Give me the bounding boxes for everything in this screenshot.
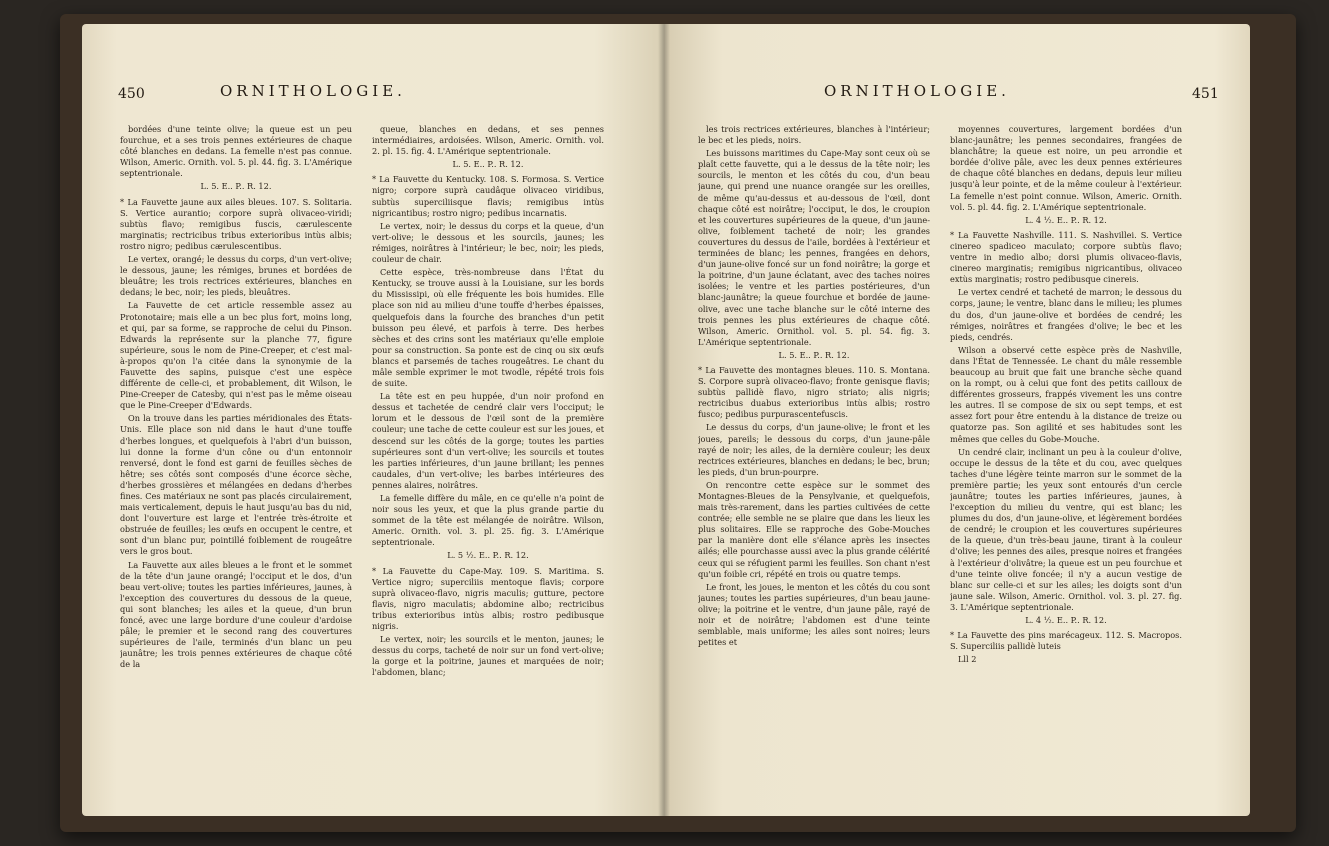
text-paragraph: Lll 2 bbox=[958, 654, 977, 665]
text-paragraph: L. 4 ½. E.. P.. R. 12. bbox=[1025, 615, 1107, 626]
running-head-left: ORNITHOLOGIE. bbox=[220, 82, 406, 100]
text-paragraph: La tête est en peu huppée, d'un noir profond en dessus et tachetée de cendré clair vers l'occiput; le lorum et le dessous de l'œil sont de la première couleur; une tache de cette couleur est sur les joues, et descend sur les côtés de la gorge; toutes les parties supérieures sont d'un vert-olive; les sourcils et toutes les parties inférieures, d'un jaune brillant; les pennes caudales, d'un vert-olive; les barbes intérieures des pennes alaires, noirâtres. bbox=[372, 391, 604, 490]
text-paragraph: L. 5. E.. P.. R. 12. bbox=[778, 349, 850, 360]
text-paragraph: * La Fauvette jaune aux ailes bleues. 107. S. Solitaria. S. Vertice aurantio; corpore suprà olivaceo-viridi; subtùs flavo; remigibus fuscis, cærulescente marginatis; rectricibus tribus exterioribus intùs albis; rostro nigro; pedibus cærulescentibus. bbox=[120, 196, 352, 251]
text-paragraph: * La Fauvette des montagnes bleues. 110. S. Montana. S. Corpore suprà olivaceo-flavo; fronte genisque flavis; subtùs pallidè flavo, nigro striato; alis nigris; rectricibus duabus exterioribus intùs albis; rostro fusco; pedibus purpurascentefuscis. bbox=[698, 364, 930, 420]
text-paragraph: On rencontre cette espèce sur le sommet des Montagnes-Bleues de la Pensylvanie, et quelquefois, mais très-rarement, dans les parties cultivées de cette contrée; elle semble ne se plaire que dans les lieux les plus solitaires. Elle se rapproche des Gobe-Mouches par la manière dont elle s'élance après les insectes ailés; elle pourchasse aussi avec la plus grande célérité ceux qui se réfugient parmi les feuilles. Son chant n'est qu'un foible cri, répété en trois ou quatre temps. bbox=[698, 479, 930, 579]
text-paragraph: Les buissons maritimes du Cape-May sont ceux où se plaît cette fauvette, qui a le dessus de la tête noir; les sourcils, le menton et les côtés du cou, d'un beau jaune, qui prend une nuance orangée sur les oreilles, de même qu'au-dessus et au-dessous de l'œil, dont chaque côté est noirâtre; l'occiput, le dos, le croupion et les couvertures supérieures de la queue, d'un jaune-olive, foiblement tacheté de noir; les grandes couvertures du dessus de l'aile, bordées à l'extérieur et terminées de blanc; les pennes, frangées en dehors, d'un jaune-olive foncé sur un fond noirâtre; la gorge et la poitrine, d'un jaune éclatant, avec des taches noires isolées; le ventre et les parties postérieures, d'un blanc-jaunâtre; la queue fourchue et bordée de jaune-olive, avec une tache blanche sur le côté interne des trois pennes les plus extérieures de chaque côté. Wilson, Americ. Ornithol. vol. 5. pl. 54. fig. 3. L'Amérique septentrionale. bbox=[698, 148, 930, 347]
left-column-2 bbox=[372, 124, 604, 816]
text-paragraph: * La Fauvette des pins marécageux. 112. S. Macropos. S. Superciliis pallidè luteis bbox=[950, 630, 1182, 652]
right-column-2 bbox=[950, 124, 1182, 816]
text-paragraph: * La Fauvette Nashville. 111. S. Nashvillei. S. Vertice cinereo spadiceo maculato; corpore subtùs flavo; ventre in medio albo; dorsi plumis olivaceo-flavis, cinereo marginatis; remigibus nigricantibus, olivaceo extùs marginatis; rostro pedibusque cinereis. bbox=[950, 229, 1182, 285]
left-page bbox=[82, 24, 664, 816]
right-column-1 bbox=[698, 124, 930, 816]
text-paragraph: La femelle diffère du mâle, en ce qu'elle n'a point de noir sous les yeux, et que la plus grande partie du sommet de la tête est mélangée de noirâtre. Wilson, Americ. Ornith. vol. 3. pl. 25. fig. 3. L'Amérique septentrionale. bbox=[372, 493, 604, 548]
text-paragraph: L. 4 ½. E.. P.. R. 12. bbox=[1025, 214, 1107, 225]
text-paragraph: Le vertex cendré et tacheté de marron; le dessous du corps, jaune; le ventre, blanc dans le milieu; les plumes du dos, d'un jaune-olive et bordées de cendré; les rémiges, noirâtres et frangées d'olive; le bec et les pieds, cendrés. bbox=[950, 287, 1182, 342]
text-paragraph: L. 5. E.. P.. R. 12. bbox=[452, 159, 524, 170]
text-paragraph: bordées d'une teinte olive; la queue est un peu fourchue, et a ses trois pennes extérieures de chaque côté blanches en dedans. La femelle n'est pas connue. Wilson, Americ. Ornith. vol. 5. pl. 44. fig. 3. L'Amérique septentrionale. bbox=[120, 124, 352, 179]
text-paragraph: Le dessus du corps, d'un jaune-olive; le front et les joues, pareils; le dessous du corps, d'un jaune-pâle rayé de noir; les ailes, de la dernière couleur; les deux rectrices extérieures, blanches en dedans; le bec, brun; les pieds, d'un brun-pourpre. bbox=[698, 422, 930, 477]
text-paragraph: Le front, les joues, le menton et les côtés du cou sont jaunes; toutes les parties supérieures, d'un beau jaune-olive; la poitrine et le ventre, d'un jaune pâle, rayé de noir et de noirâtre; l'abdomen est d'une teinte semblable, mais uniforme; les ailes sont noires; leurs petites et bbox=[698, 581, 930, 648]
text-paragraph: La Fauvette de cet article ressemble assez au Protonotaire; mais elle a un bec plus fort, moins long, et qui, par sa forme, se rapproche de celui du Pinson. Edwards la représente sur la planche 77, figure supérieure, sous le nom de Pine-Creeper, et c'est mal-à-propos qu'on l'a citée dans la synonymie de la Fauvette des sapins, puisque c'est une espèce différente de celle-ci, et probablement, dit Wilson, le Pine-Creeper de Catesby, qui n'est pas le même oiseau que le Pine-Creeper d'Edwards. bbox=[120, 300, 352, 411]
text-paragraph: Wilson a observé cette espèce près de Nashville, dans l'État de Tennessée. Le chant du mâle ressemble beaucoup au bruit que fait une branche sèche quand on la rompt, ou à celui que font des petits cailloux de différentes grosseurs, frappés vivement les uns contre les autres. Il se compose de six ou sept temps, et est assez fort pour être entendu à la distance de treize ou quatorze pas. Son agilité et ses habitudes sont les mêmes que celles du Gobe-Mouche. bbox=[950, 344, 1182, 444]
text-paragraph: L. 5. E.. P.. R. 12. bbox=[200, 181, 272, 192]
text-paragraph: La Fauvette aux ailes bleues a le front et le sommet de la tête d'un jaune orangé; l'occiput et le dos, d'un beau vert-olive; toutes les parties inférieures, jaunes, à l'exception des couvertures du dessous de la queue, qui sont blanches; les ailes et la queue, d'un brun foncé, avec une large bordure d'une couleur d'ardoise pâle; le premier et le second rang des couvertures supérieures de l'aile, terminés d'un blanc un peu jaunâtre; les trois pennes extérieures de chaque côté de la bbox=[120, 559, 352, 670]
text-paragraph: Un cendré clair, inclinant un peu à la couleur d'olive, occupe le dessus de la tête et du cou, avec quelques taches d'une légère teinte marron sur le sommet de la première partie; les yeux sont entourés d'un cercle jaunâtre; toutes les parties inférieures, jaunes, à l'exception du milieu du ventre, qui est blanc; les plumes du dos, d'un jaune-olive, et légèrement bordées de cendré; le croupion et les couvertures supérieures de la queue, d'un très-beau jaune, tirant à la couleur d'olive; les pennes des ailes, presque noires et frangées à l'extérieur d'olivâtre; la queue est un peu fourchue et d'une teinte olive foncée; il n'y a aucun vestige de blanc sur celle-ci et sur les ailes; les doigts sont d'un jaune sale. Wilson, Americ. Ornithol. vol. 3. pl. 27. fig. 3. L'Amérique septentrionale. bbox=[950, 446, 1182, 612]
text-paragraph: * La Fauvette du Kentucky. 108. S. Formosa. S. Vertice nigro; corpore suprà caudâque olivaceo viridibus, subtùs superciliisque flavis; remigibus intùs nigricantibus; rostro nigro; pedibus incarnatis. bbox=[372, 174, 604, 218]
running-head-right: ORNITHOLOGIE. bbox=[824, 82, 1010, 100]
page-number-right: 451 bbox=[1192, 86, 1219, 102]
page-number-left: 450 bbox=[118, 86, 145, 102]
text-paragraph: Le vertex, noir; les sourcils et le menton, jaunes; le dessus du corps, tacheté de noir sur un fond vert-olive; la gorge et la poitrine, jaunes et marquées de noir; l'abdomen, blanc; bbox=[372, 634, 604, 678]
text-paragraph: queue, blanches en dedans, et ses pennes intermédiaires, ardoisées. Wilson, Americ. Ornith. vol. 2. pl. 15. fig. 4. L'Amérique septentrionale. bbox=[372, 124, 604, 157]
text-paragraph: les trois rectrices extérieures, blanches à l'intérieur; le bec et les pieds, noirs. bbox=[698, 124, 930, 146]
text-paragraph: On la trouve dans les parties méridionales des États-Unis. Elle place son nid dans le haut d'une touffe d'herbes longues, et quelquefois à l'abri d'un buisson, lui donne la forme d'un cône ou d'un entonnoir renversé, dont le fond est garni de feuilles sèches de hêtre; ses côtés sont composés d'une écorce sèche, d'herbes grossières et mélangées en dedans d'herbes fines. Ces matériaux ne sont pas placés circulairement, mais verticalement, depuis le haut jusqu'au bas du nid, dont l'ouverture est large et l'entrée très-étroite et obstruée de feuilles; les œufs en occupent le centre, et sont d'un blanc pur, pointillé foiblement de rougeâtre vers le gros bout. bbox=[120, 413, 352, 557]
text-paragraph: L. 5 ½. E.. P.. R. 12. bbox=[447, 550, 529, 561]
left-column-1 bbox=[120, 124, 352, 816]
text-paragraph: moyennes couvertures, largement bordées d'un blanc-jaunâtre; les pennes secondaires, frangées de blanchâtre; la queue est noire, un peu arrondie et bordée d'olive pâle, avec les deux pennes extérieures de chaque côté blanches en dedans, depuis leur milieu jusqu'à leur pointe, et de la même couleur à l'extérieur. La femelle n'est point connue. Wilson, Americ. Ornith. vol. 5. pl. 44. fig. 2. L'Amérique septentrionale. bbox=[950, 124, 1182, 212]
text-paragraph: Le vertex, noir; le dessus du corps et la queue, d'un vert-olive; le dessous et les sourcils, jaunes; les rémiges, noirâtres à l'intérieur; le bec, noir; les pieds, couleur de chair. bbox=[372, 220, 604, 265]
text-paragraph: * La Fauvette du Cape-May. 109. S. Maritima. S. Vertice nigro; superciliis mentoque flavis; corpore suprà olivaceo-flavo, nigris maculis; gutture, pectore flavis, nigro maculatis; abdomine albo; rectricibus tribus exterioribus intùs albis; rostro pedibusque nigris. bbox=[372, 565, 604, 632]
right-page bbox=[664, 24, 1250, 816]
text-paragraph: Le vertex, orangé; le dessus du corps, d'un vert-olive; le dessous, jaune; les rémiges, brunes et bordées de bleuâtre; les trois rectrices extérieures, blanches en dedans; le bec, noir; les pieds, bleuâtres. bbox=[120, 254, 352, 298]
book-gutter bbox=[658, 24, 670, 816]
text-paragraph: Cette espèce, très-nombreuse dans l'État du Kentucky, se trouve aussi à la Louisiane, sur les bords du Mississipi, où elle fréquente les bois humides. Elle place son nid au milieu d'une touffe d'herbes épaisses, quelquefois dans la fourche des branches d'un petit buisson peu élevé, et parfois à terre. Des herbes sèches et des crins sont les matériaux qu'elle emploie pour sa construction. Sa ponte est de cinq ou six œufs blancs et parsemés de taches rougeâtres. Le chant du mâle semble exprimer le mot twodle, répété trois fois de suite. bbox=[372, 267, 604, 389]
